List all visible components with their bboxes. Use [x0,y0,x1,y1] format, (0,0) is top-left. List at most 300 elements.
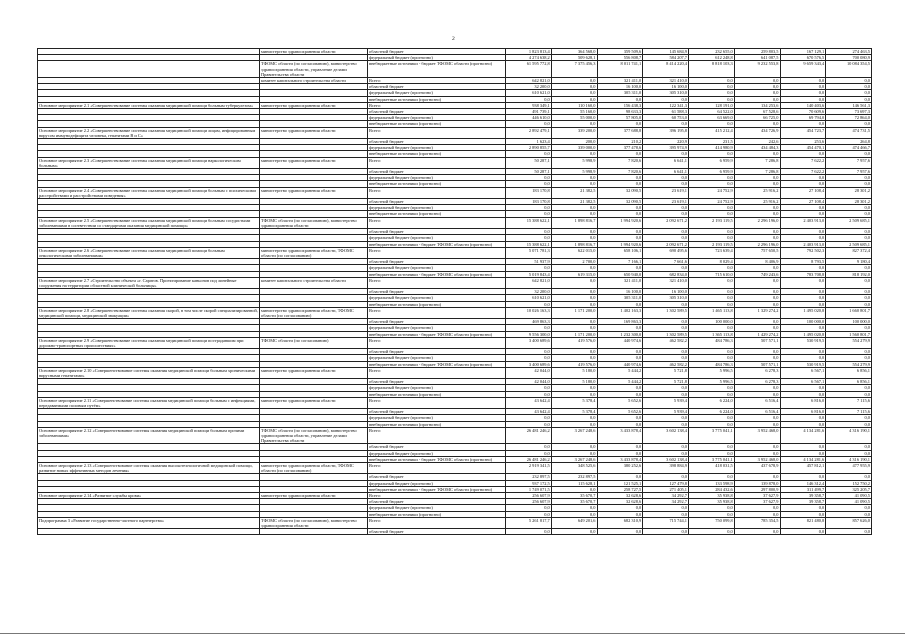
year-value: 0,0 [689,78,735,84]
year-value: 0,0 [826,505,872,511]
year-value: 0,0 [780,90,826,96]
year-value: 462 582,2 [643,337,689,348]
funding-source: Всего: [368,427,506,444]
year-value: 0,0 [551,486,597,492]
year-value: 454 723,7 [780,127,826,138]
year-value: 723 639,4 [689,247,735,258]
year-value: 34 292,7 [643,499,689,505]
year-value: 24 752,9 [689,199,735,205]
funding-source: Всего: [368,493,506,499]
year-value: 0,0 [734,474,780,480]
year-value: 139 878,0 [734,480,780,486]
total-value: 10 026 163,3 [506,307,552,318]
year-value: 0,0 [597,349,643,355]
year-value: 16 100,0 [597,289,643,295]
year-value: 0,0 [780,277,826,288]
funding-source: федеральный бюджет (прогнозно) [368,325,506,331]
year-value: 1 365 113,8 [689,331,735,337]
year-value: 8 793,5 [780,259,826,265]
year-value: 0,0 [780,444,826,450]
total-value: 0,0 [506,450,552,456]
total-value: 15 388 622,1 [506,241,552,247]
year-value: 6 278,3 [734,379,780,385]
year-value: 6 641,1 [643,157,689,168]
year-value: 0,0 [734,355,780,361]
year-value: 1 560 801,7 [826,331,872,337]
year-value: 0,0 [826,84,872,90]
year-value: 7 115,6 [826,397,872,408]
year-value: 321 411,0 [597,277,643,288]
executor: ТФОМС области (по согласованию) [260,337,368,348]
year-value: 305 310,0 [643,90,689,96]
year-value: 0,0 [551,529,597,535]
year-value: 0,0 [734,415,780,421]
year-value: 66 725,0 [734,115,780,121]
year-value: 32 628,6 [597,499,643,505]
table-row [38,217,872,228]
executor: министерство здравоохранения области [260,187,368,198]
year-value: 0,0 [689,505,735,511]
year-value: 0,0 [734,511,780,517]
year-value: 98 633,3 [597,109,643,115]
year-value: 0,0 [780,84,826,90]
year-value: 0,0 [826,511,872,517]
year-value: 1 898 816,7 [551,241,597,247]
year-value: 9 232 553,8 [734,61,780,78]
year-value: 0,0 [597,421,643,427]
activity-label: Подпрограмма 3 «Развитие государственно-частного партнерства» [38,517,260,528]
year-value: 0,0 [780,511,826,517]
year-value: 6 224,0 [689,397,735,408]
total-value: 0,0 [506,444,552,450]
funding-source: Всего: [368,277,506,288]
year-value: 2 296 196,0 [734,241,780,247]
activity-label: Основное мероприятие 2.2 «Совершенствование системы оказания медицинской помощи лицам, инфицированным вирусом иммунодефицита человека, гепатитами B и C» [38,127,260,138]
funding-source: областной бюджет [368,379,506,385]
year-value: 2 193 119,5 [689,217,735,228]
total-value: 938 349,1 [506,102,552,108]
year-value: 0,0 [734,84,780,90]
year-value: 749 243,6 [734,271,780,277]
year-value: 9 659 343,4 [780,61,826,78]
year-value: 133 598,9 [689,480,735,486]
year-value: 0,0 [597,211,643,217]
year-value: 0,0 [551,211,597,217]
year-value: 25 916,2 [734,187,780,198]
year-value: 5 652,6 [597,397,643,408]
year-value: 72 864,0 [826,115,872,121]
year-value: 0,0 [826,96,872,102]
total-value: 0,0 [506,211,552,217]
year-value: 0,0 [734,229,780,235]
year-value: 2 092 671,2 [643,241,689,247]
funding-source: федеральный бюджет (прогнозно) [368,385,506,391]
year-value: 0,0 [643,96,689,102]
total-value: 0,0 [506,181,552,187]
year-value: 0,0 [826,325,872,331]
year-value: 2 700,0 [551,259,597,265]
year-value: 0,0 [689,444,735,450]
year-value: 0,0 [643,211,689,217]
year-value: 792 502,3 [780,247,826,258]
activity-label [38,61,260,78]
funding-source: Всего: [368,102,506,108]
year-value: 321 411,0 [597,78,643,84]
year-value: 6 856,1 [826,379,872,385]
year-value: 2 509 685,1 [826,241,872,247]
funding-source: федеральный бюджет (прогнозно) [368,55,506,61]
year-value: 682 834,0 [643,271,689,277]
year-value: 0,0 [734,90,780,96]
year-value: 0,0 [689,474,735,480]
funding-source: областной бюджет [368,409,506,415]
year-value: 140 403,6 [780,102,826,108]
year-value: 21 382,5 [551,199,597,205]
funding-source: федеральный бюджет (прогнозно) [368,505,506,511]
total-value: 183 170,8 [506,199,552,205]
year-value: 619 315,0 [551,271,597,277]
year-value: 7 957,6 [826,169,872,175]
year-value: 16 100,0 [597,84,643,90]
year-value: 6 959,9 [689,157,735,168]
year-value: 0,0 [734,78,780,84]
year-value: 507 571,1 [734,361,780,367]
year-value: 0,0 [551,96,597,102]
table-row [38,61,872,78]
year-value: 0,0 [780,205,826,211]
funding-source: внебюджетные источники - бюджет ТФОМС области (прогнозно) [368,331,506,337]
year-value: 462 582,2 [643,361,689,367]
year-value: 0,0 [689,511,735,517]
year-value: 3 267 248,6 [551,456,597,462]
year-value: 0,0 [780,505,826,511]
funding-source: Всего: [368,78,506,84]
year-value: 434 484,3 [734,145,780,151]
year-value: 396 195,8 [643,127,689,138]
year-value: 0,0 [597,229,643,235]
year-value: 0,0 [597,181,643,187]
year-value: 6 959,9 [689,169,735,175]
year-value: 0,0 [551,421,597,427]
table-row [38,517,872,528]
year-value: 0,0 [780,211,826,217]
funding-source: федеральный бюджет (прогнозно) [368,145,506,151]
year-value: 0,0 [689,84,735,90]
year-value: 700 080,9 [826,55,872,61]
year-value: 61 588,3 [643,109,689,115]
year-value: 0,0 [689,151,735,157]
year-value: 0,0 [597,301,643,307]
year-value: 484 786,3 [689,361,735,367]
year-value: 3 267 248,6 [551,427,597,444]
activity-label: Основное мероприятие 2.9 «Совершенствование системы оказания медицинской помощи пострадавшим при дорожно-транспортных происшествиях» [38,337,260,348]
activity-label [38,529,260,535]
activity-label: Основное мероприятие 2.8 «Совершенствование системы оказания скорой, в том числе скорой специализированной, медицинской помощи, медицинской эвакуации» [39,307,258,318]
year-value: 6 516,4 [734,409,780,415]
year-value: 0,0 [826,385,872,391]
table-row [38,157,872,168]
year-value: 5 444,2 [597,379,643,385]
activity-label: Основное мероприятие 2.13 «Совершенствование системы оказания высокотехнологичной медицинской помощи, развитие новых эффективных методов лечения» [38,463,260,474]
year-value: 8 818 103,3 [689,61,735,78]
total-value: 42 044,0 [506,367,552,378]
year-value: 121 525,1 [597,480,643,486]
funding-source: областной бюджет [368,229,506,235]
year-value: 0,0 [597,450,643,456]
executor: министерство здравоохранения области [260,102,368,108]
year-value: 28 301,2 [826,199,872,205]
year-value: 0,0 [643,121,689,127]
year-value: 127 479,8 [643,480,689,486]
year-value: 0,0 [551,415,597,421]
year-value: 128 191,0 [689,102,735,108]
executor: ТФОМС области (по согласованию), министерство здравоохранения области, управление делами Правительства области [260,61,368,78]
year-value: 115 628,1 [551,480,597,486]
year-value: 0,0 [734,289,780,295]
year-value: 7 286,8 [734,169,780,175]
year-value: 0,0 [597,151,643,157]
year-value: 5 444,2 [597,367,643,378]
year-value: 4 316 190,1 [826,427,872,444]
year-value: 785 354,5 [734,517,780,528]
funding-source: областной бюджет [368,289,506,295]
funding-source: Всего: [368,247,506,258]
funding-source: внебюджетные источники (прогнозно) [368,181,506,187]
year-value: 1 495 020,8 [780,331,826,337]
year-value: 0,0 [780,235,826,241]
year-value: 0,0 [689,205,735,211]
year-value: 530 919,5 [780,337,826,348]
year-value: 35 938,8 [689,493,735,499]
year-value: 0,0 [734,175,780,181]
year-value: 5 180,0 [551,367,597,378]
year-value: 134 253,6 [734,102,780,108]
year-value: 556 808,7 [597,55,643,61]
page-edge-line [0,633,905,634]
funding-source: Всего: [368,307,506,318]
year-value: 377 478,6 [597,145,643,151]
year-value: 509 628,1 [551,55,597,61]
year-value: 0,0 [643,349,689,355]
total-value: 0,0 [506,529,552,535]
total-value: 610 621,0 [506,295,552,301]
year-value: 641 087,5 [734,55,780,61]
year-value: 0,0 [826,415,872,421]
year-value: 0,0 [551,391,597,397]
total-value: 15 388 622,1 [506,217,552,228]
funding-source: областной бюджет [368,259,506,265]
funding-source: областной бюджет [368,349,506,355]
year-value: 305 311,0 [597,295,643,301]
year-value: 0,0 [643,474,689,480]
table-row [38,187,872,198]
total-value: 51 937,9 [506,259,552,265]
year-value: 2 296 196,0 [734,217,780,228]
year-value: 16 100,0 [643,289,689,295]
table-row [38,277,872,288]
year-value: 284 432,6 [689,486,735,492]
year-value: 1 302 589,5 [643,331,689,337]
year-value: 0,0 [826,355,872,361]
year-value: 0,0 [643,235,689,241]
year-value: 682 310,9 [597,517,643,528]
year-value: 5 939,4 [643,409,689,415]
total-value: 0,0 [506,96,552,102]
year-value: 0,0 [780,181,826,187]
executor [260,529,368,535]
year-value: 359 509,6 [597,49,643,55]
year-value: 6 816,0 [780,397,826,408]
total-value: 491 739,1 [506,109,552,115]
year-value: 1 329 274,2 [734,307,780,318]
year-value: 264,8 [826,139,872,145]
year-value: 0,0 [780,421,826,427]
year-value: 35 670,7 [551,493,597,499]
year-value: 7 820,6 [597,169,643,175]
table-row [38,337,872,348]
year-value: 0,0 [734,349,780,355]
executor: комитет капитального строительства области [260,277,368,288]
year-value: 457 812,1 [780,463,826,474]
year-value: 0,0 [551,151,597,157]
year-value: 0,0 [780,175,826,181]
year-value: 100 000,0 [826,319,872,325]
year-value: 0,0 [689,265,735,271]
funding-source: областной бюджет [368,139,506,145]
year-value: 757 650,5 [734,247,780,258]
year-value: 35 938,8 [689,499,735,505]
funding-source: внебюджетные источники - бюджет ТФОМС области (прогнозно) [368,361,506,367]
total-value: 0,0 [506,355,552,361]
year-value: 7 375 456,3 [551,61,597,78]
total-value: 0,0 [506,151,552,157]
year-value: 0,0 [826,175,872,181]
funding-source: федеральный бюджет (прогнозно) [368,415,506,421]
table-row [38,247,872,258]
funding-source: Всего: [368,337,506,348]
executor: министерство здравоохранения области [260,49,368,55]
year-value: 7 115,6 [826,409,872,415]
funding-source: федеральный бюджет (прогнозно) [368,265,506,271]
funding-source: федеральный бюджет (прогнозно) [368,205,506,211]
total-value: 32 200,0 [506,289,552,295]
year-value: 0,0 [551,325,597,331]
year-value: 0,0 [689,421,735,427]
total-value: 0,0 [506,511,552,517]
year-value: 0,0 [734,391,780,397]
total-value: 26 481 246,2 [506,427,552,444]
year-value: 0,0 [551,295,597,301]
funding-source: Всего: [368,187,506,198]
year-value: 0,0 [826,444,872,450]
year-value: 1 171 200,0 [551,307,597,318]
year-value: 0,0 [551,235,597,241]
activity-label: Основное мероприятие 2.7 «Строительство объекта «г. Саратов. Проектирование каньонов под линейные сооружения на территории областной клинической больницы» [38,277,260,288]
year-value: 0,0 [551,511,597,517]
year-value: 6 856,1 [826,367,872,378]
year-value: 0,0 [643,505,689,511]
year-value: 24 752,9 [689,187,735,198]
total-value: 2 919 341,5 [506,463,552,474]
year-value: 395 974,9 [643,145,689,151]
executor: ТФОМС области (по согласованию), министерство здравоохранения области, управление делами Правительства области [260,427,368,444]
year-value: 0,0 [689,121,735,127]
year-value: 0,0 [734,121,780,127]
year-value: 0,0 [826,301,872,307]
year-value: 507 571,1 [734,337,780,348]
year-value: 398 884,9 [643,463,689,474]
year-value: 0,0 [643,385,689,391]
year-value: 0,0 [597,415,643,421]
year-value: 0,0 [597,474,643,480]
table-row [38,307,872,318]
year-value: 1 994 920,6 [597,241,643,247]
year-value: 1 898 816,7 [551,217,597,228]
year-value: 0,0 [597,325,643,331]
year-value: 70 609,6 [780,109,826,115]
year-value: 0,0 [689,90,735,96]
total-value: 610 621,0 [506,90,552,96]
funding-source: федеральный бюджет (прогнозно) [368,295,506,301]
year-value: 0,0 [551,78,597,84]
year-value: 0,0 [643,175,689,181]
year-value: 0,0 [689,301,735,307]
funding-source: Всего: [368,127,506,138]
year-value: 1 465 113,8 [689,307,735,318]
year-value: 440 974,6 [597,337,643,348]
year-value: 10 084 354,5 [826,61,872,78]
year-value: 339 000,0 [551,145,597,151]
funding-source: федеральный бюджет (прогнозно) [368,480,506,486]
executor: министерство здравоохранения области [260,493,368,499]
year-value: 100 000,0 [780,319,826,325]
year-value: 0,0 [689,181,735,187]
year-value: 8 414 220,4 [643,61,689,78]
year-value: 3 775 041,1 [689,456,735,462]
year-value: 0,0 [826,421,872,427]
year-value: 0,0 [597,529,643,535]
year-value: 0,0 [597,511,643,517]
year-value: 0,0 [689,295,735,301]
year-value: 7 286,8 [734,157,780,168]
table-row [38,367,872,378]
year-value: 0,0 [597,235,643,241]
year-value: 28 301,2 [826,187,872,198]
year-value: 0,0 [689,96,735,102]
year-value: 3 433 878,4 [597,427,643,444]
year-value: 0,0 [689,211,735,217]
year-value: 0,0 [826,277,872,288]
year-value: 0,0 [780,301,826,307]
year-value: 0,0 [689,289,735,295]
total-value: 50 287,1 [506,169,552,175]
year-value: 232 655,0 [689,49,735,55]
executor: ТФОМС области (по согласованию), министерство здравоохранения области [260,517,368,528]
year-value: 649 201,6 [551,517,597,528]
year-value: 0,0 [780,391,826,397]
year-value: 55 000,0 [551,115,597,121]
year-value: 750 099,8 [689,517,735,528]
total-value: 3 400 689,6 [506,361,552,367]
year-value: 0,0 [734,205,780,211]
year-value: 658 106,1 [597,247,643,258]
year-value: 0,0 [643,444,689,450]
total-value: 0,0 [506,385,552,391]
year-value: 0,0 [734,235,780,241]
funding-source: внебюджетные источники (прогнозно) [368,511,506,517]
total-value: 4 274 638,2 [506,55,552,61]
year-value: 821 480,8 [780,517,826,528]
